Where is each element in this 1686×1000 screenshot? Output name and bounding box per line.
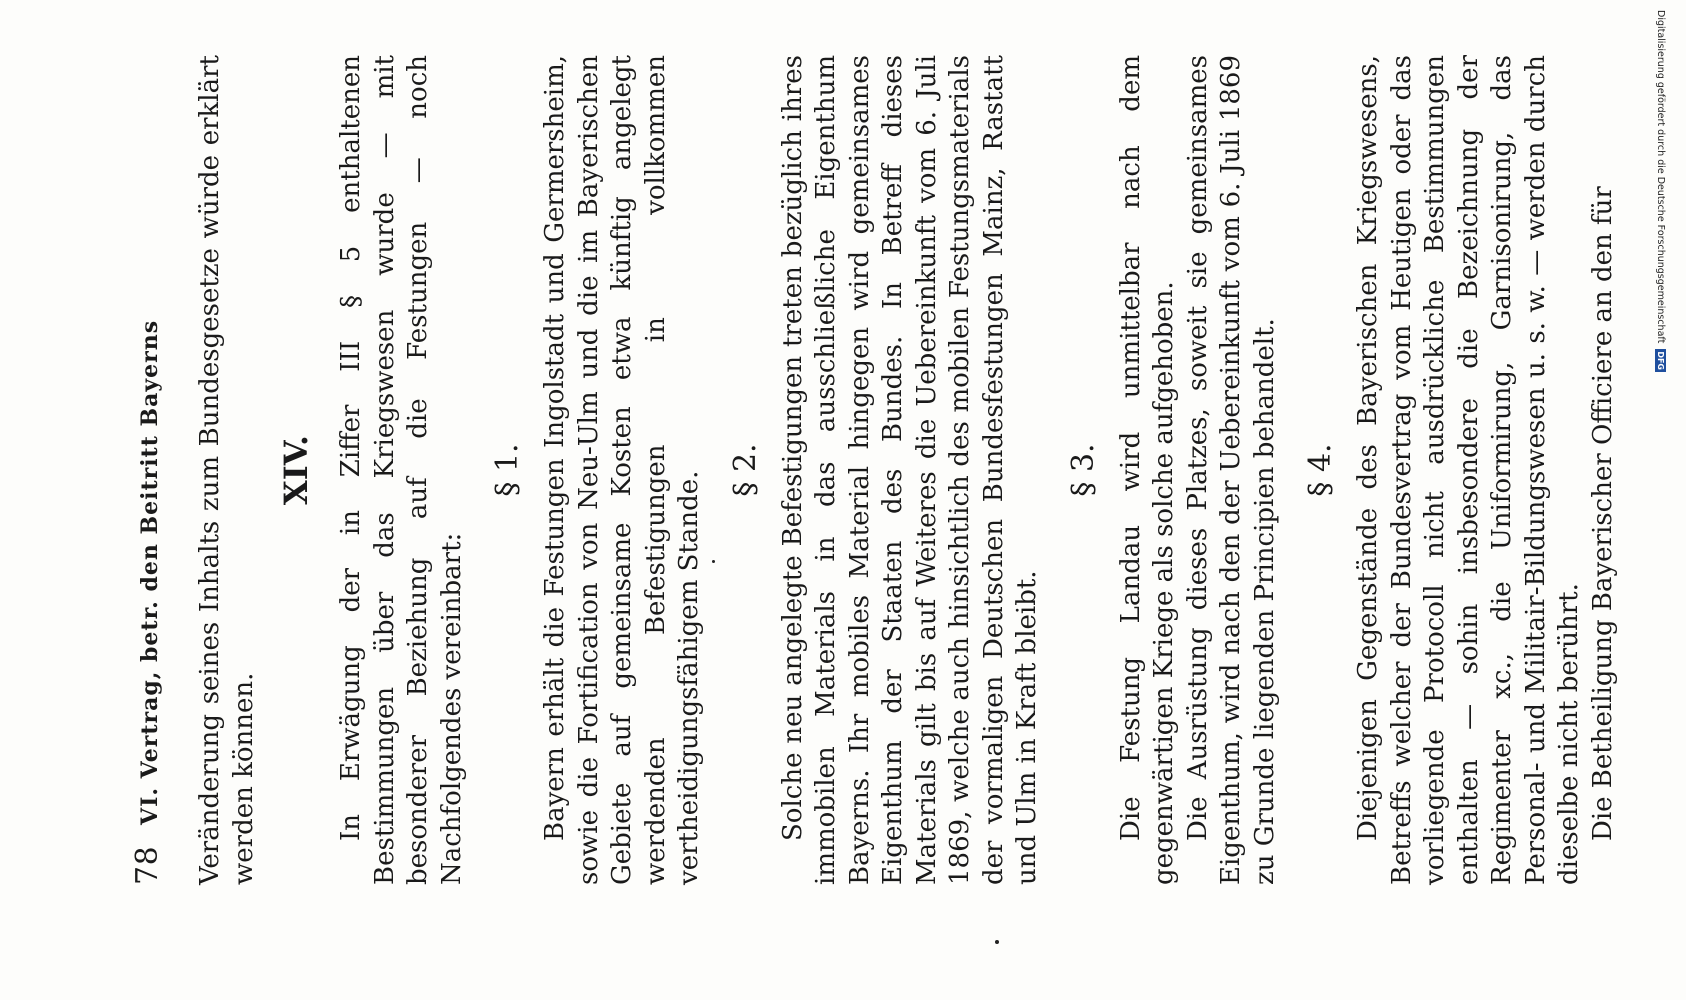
- digitization-credit: [1654, 10, 1668, 390]
- preamble-paragraph: In Erwägung der in Ziffer III § 5 enthaltenen Bestimmungen über das Kriegswesen wurde — mit besonderer Beziehung auf die Festungen — noch Nachfolgendes vereinbart:: [336, 55, 467, 885]
- credit-text: Digitalisierung gefördert durch die Deutsche Forschungsgemeinschaft: [1655, 10, 1667, 344]
- section-4-paragraph-1: Diejenigen Gegenstände des Bayerischen Kriegswesens, Betreffs welcher der Bundesvertrag vom Heutigen oder das vorliegende Protocoll nicht ausdrückliche Bestimmungen enthalten — sohin insbesondere die Bezeichnung der Regimenter xc., die Uniformirung, Garnisonirung, das Personal- und Militair-Bildungswesen u. s. w. — werden durch dieselbe nicht berührt.: [1353, 55, 1584, 885]
- section-mark-1: § 1.: [490, 443, 525, 497]
- page-number: 78: [130, 845, 165, 885]
- section-mark-3: § 3.: [1065, 443, 1101, 497]
- page-header: [130, 55, 170, 885]
- section-2-paragraph: Solche neu angelegte Befestigungen treten bezüglich ihres immobilen Materials in das ausschließliche Eigenthum Bayerns. Ihr mobiles Material hingegen wird gemeinsames Eigenthum der Staaten des Bundes. In Betreff dieses Materials gilt bis auf Weiteres die Uebereinkunft vom 6. Juli 1869, welche auch hinsichtlich des mobilen Festungsmaterials der vormaligen Deutschen Bundesfestungen Mainz, Rastatt und Ulm in Kraft bleibt.: [777, 55, 1042, 885]
- page-body: [194, 55, 1620, 885]
- section-3-paragraph-2: Die Ausrüstung dieses Platzes, soweit sie gemeinsames Eigenthum, wird nach den der Uebereinkunft vom 6. Juli 1869 zu Grunde liegenden Principien behandelt.: [1182, 55, 1280, 885]
- dfg-logo: DFG: [1656, 351, 1666, 370]
- scan-speck: [712, 560, 715, 563]
- section-1-paragraph: Bayern erhält die Festungen Ingolstadt und Germersheim, sowie die Fortification von Neu-Ulm und die im Bayerischen Gebiete auf gemeinsame Kosten etwa künftig angelegt werdenden Befestigungen in vollkommen vertheidigungsfähigem Stande.: [540, 55, 704, 885]
- section-heading: XIV.: [277, 434, 315, 506]
- scan-speck: [995, 940, 999, 944]
- rotated-text-block: [130, 55, 1618, 885]
- section-4-paragraph-2: Die Betheiligung Bayerischer Officiere an den für: [1587, 186, 1618, 841]
- section-mark-4: § 4.: [1303, 443, 1338, 497]
- section-mark-2: § 2.: [727, 443, 763, 497]
- section-3-paragraph-1: Die Festung Landau wird unmittelbar nach dem gegenwärtigen Kriege als solche aufgehoben.: [1115, 55, 1179, 885]
- intro-paragraph: Veränderung seines Inhalts zum Bundesgesetze würde erklärt werden können.: [195, 55, 259, 885]
- running-head: VI. Vertrag, betr. den Beitritt Bayerns: [137, 319, 163, 825]
